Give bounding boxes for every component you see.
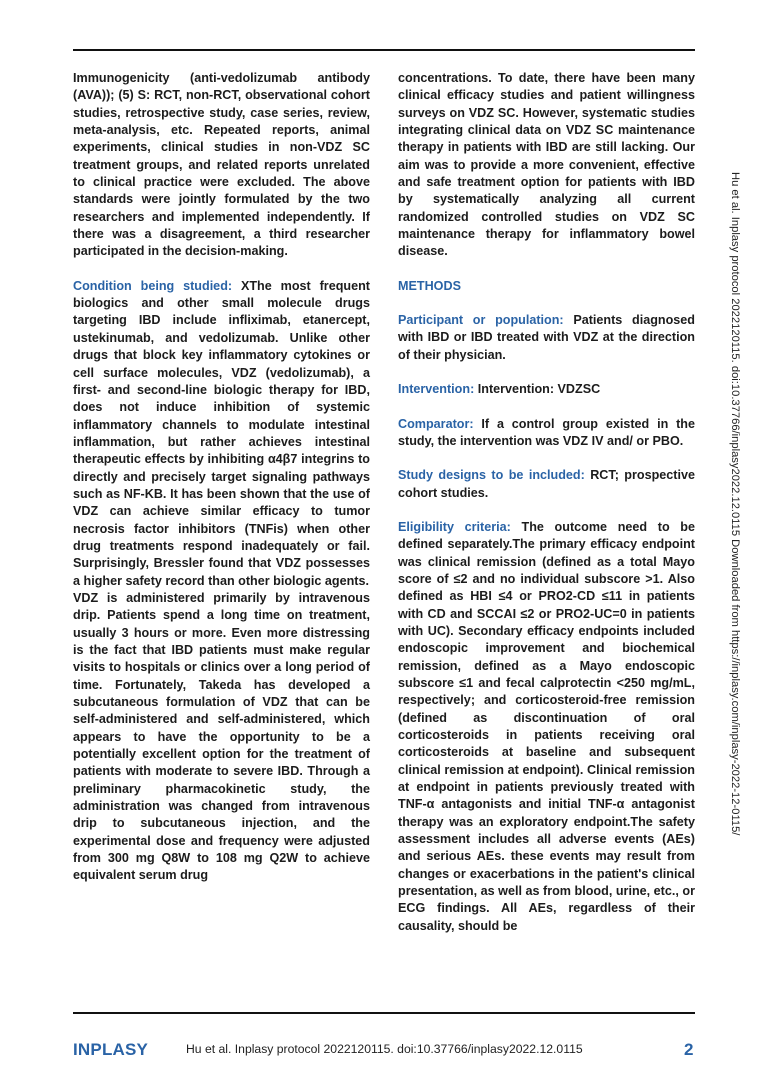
study-designs-label: Study designs to be included: (398, 468, 585, 483)
footer-citation: Hu et al. Inplasy protocol 2022120115. doi:10.37766/inplasy2022.12.0115 (186, 1042, 583, 1056)
comparator-text: If a control group existed in the study, the intervention was VDZ IV and/ or PBO. (398, 416, 695, 448)
vdz-administration-paragraph: VDZ is administered primarily by intravenous drip. Patients spend a long time on treatment, usually 3 hours or more. Even more distressing is the fact that IBD patients must make regular visits to hospitals or clinics over a long period of time. Fortunately, Takeda has developed a subcutaneous formulation of VDZ that can be self-administered and self-administered, which appears to have the opportunity to be a potentially excellent option for the treatment of patients with moderate to severe IBD. Through a preliminary pharmacokinetic study, the administration was changed from intravenous drip to subcutaneous injection, and the experimental dose and frequency were adjusted from 300 mg Q8W to 108 mg Q2W to achieve equivalent serum drug (73, 590, 370, 883)
exclusion-paragraph: Immunogenicity (anti-vedolizumab antibody (AVA)); (5) S: RCT, non-RCT, observational cohort studies, retrospective study, case series, review, meta-analysis, etc. Repeated reports, animal experiments, clinical studies in non-VDZ SC treatment groups, and related reports unrelated to clinical practice were excluded. The above standards were jointly formulated by the two researchers and implemented independently. If there was a disagreement, a third researcher participated in the decision-making. (73, 71, 370, 259)
eligibility-paragraph (398, 519, 695, 935)
study-designs-paragraph (398, 467, 695, 502)
side-download-note: Hu et al. Inplasy protocol 2022120115. doi:10.37766/inplasy2022.12.0115 Downloaded from https://inplasy.com/inplasy-2022-12-0115/ (729, 172, 741, 836)
methods-heading: METHODS (398, 278, 461, 293)
eligibility-label: Eligibility criteria: (398, 519, 511, 534)
page-number: 2 (684, 1040, 694, 1059)
condition-text: XThe most frequent biologics and other small molecule drugs targeting IBD include infliximab, etanercept, ustekinumab, and vedolizumab. Unlike other drugs that block key inflammatory cytokines or cell surface molecules, VDZ (vedolizumab), a first- and second-line biologic therapy for IBD, does not induce inhibition of systemic inflammatory channels to modulate intestinal inflammation, but rather achieves intestinal therapeutic effects by inhibiting α4β7 integrins to directly and precisely target signaling pathways such as NF-KB. It has been shown that the use of VDZ can achieve similar efficacy to tumor necrosis factor inhibitors (TNFis) when other drug treatments respond inadequately or fail. Surprisingly, Bressler found that VDZ possesses a higher safety record than other biologic agents. (73, 278, 370, 588)
comparator-paragraph (398, 416, 695, 451)
inplasy-logo: INPLASY (73, 1040, 149, 1059)
participant-text: Patients diagnosed with IBD or IBD treated with VDZ at the direction of their physician. (398, 313, 695, 362)
eligibility-text: The outcome need to be defined separately.The primary efficacy endpoint was clinical remission (defined as a total Mayo score of ≤2 and no individual subscore >1. Also defined as HBI ≤4 or PRO2-CD ≤11 in patients with CD and SCCAI ≤2 or PRO2-UC=0 in patients with UC). Secondary efficacy endpoints included endoscopic improvement and biochemical remission, defined as a Mayo endoscopic subscore ≤1 and fecal calprotectin <250 mg/mL, respectively; and corticosteroid-free remission (defined as discontinuation of oral corticosteroids in patients receiving oral corticosteroids at baseline and subsequent clinical remission at endpoint). Clinical remission at endpoint in patients previously treated with TNF-α antagonists and initial TNF-α antagonist therapy was an exploratory endpoint.The safety assessment includes all adverse events (AEs) and serious AEs. these events may result from changes or exacerbations in the patient's clinical presentation, as well as from blood, urine, etc., or ECG findings. All AEs, regardless of their causality, should be (398, 519, 695, 933)
header-rule (73, 49, 695, 51)
condition-label: Condition being studied: (73, 278, 233, 293)
study-designs-text: RCT; prospective cohort studies. (398, 468, 696, 500)
left-column (73, 70, 370, 885)
condition-paragraph (73, 278, 370, 590)
participant-paragraph (398, 312, 695, 364)
intervention-label: Intervention: (398, 382, 475, 397)
intervention-text: Intervention: VDZSC (474, 382, 601, 397)
comparator-label: Comparator: (398, 416, 474, 431)
footer-rule (73, 1012, 695, 1014)
participant-label: Participant or population: (398, 313, 564, 328)
intervention-paragraph (398, 381, 695, 398)
right-column (398, 70, 695, 935)
aim-paragraph: concentrations. To date, there have been many clinical efficacy studies and patient willingness surveys on VDZ SC. However, systematic studies integrating clinical data on VDZ SC maintenance therapy in patients with IBD are still lacking. Our aim was to provide a more convenient, effective and safe treatment option for patients with IBD by systematically analyzing all current randomized controlled studies on VDZ SC maintenance therapy for inflammatory bowel disease. (398, 71, 695, 259)
